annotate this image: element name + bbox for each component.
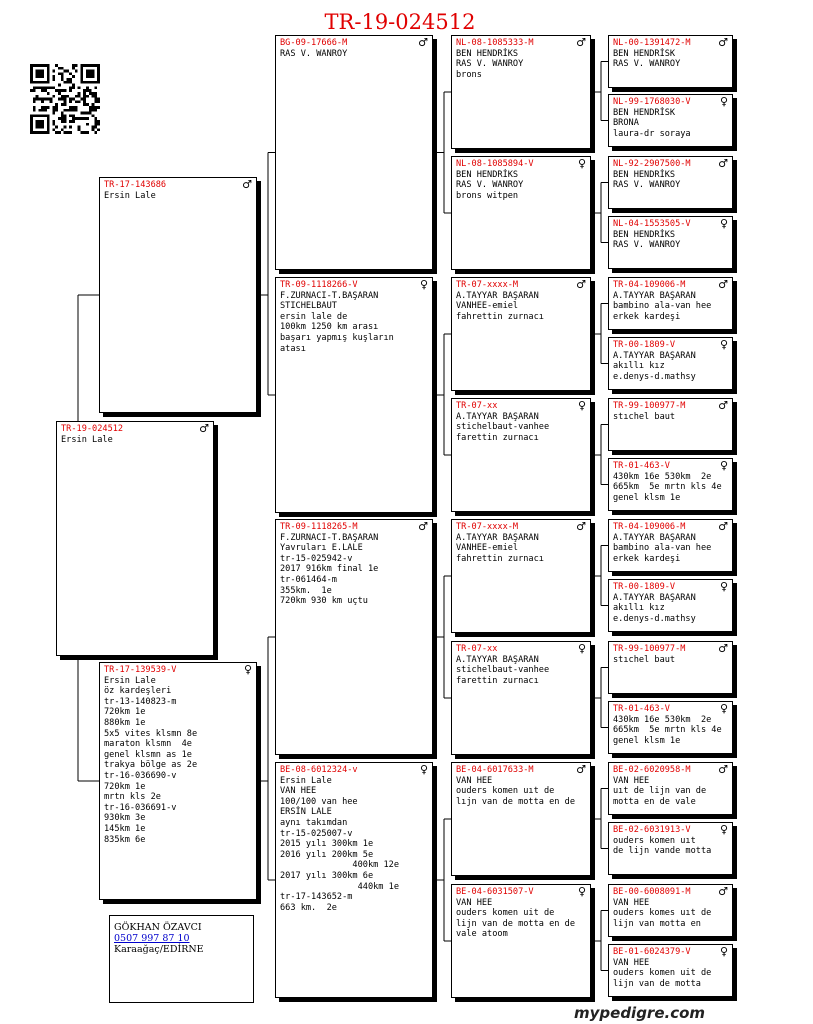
female-sex-icon: ♀: [719, 580, 728, 593]
male-sex-icon: ♂: [718, 642, 728, 655]
pedigree-card-b8[interactable]: [451, 156, 591, 270]
card-text-line: 665km 5e mrtn kls 4e: [613, 482, 722, 493]
card-text-line: 400km 12e: [280, 860, 399, 871]
card-text-line: BEN HENDRİKS: [613, 169, 676, 180]
card-text-line: farettin zurnacı: [456, 675, 539, 686]
pedigree-card-b1[interactable]: [99, 177, 257, 413]
card-text-line: tr-13-140823-m: [104, 696, 177, 707]
ring-number: NL-08-1085894-V: [456, 159, 534, 169]
card-text-line: ERSİN LALE: [280, 807, 332, 818]
pedigree-card-b25[interactable]: [608, 641, 733, 694]
card-text-line: 2017 yılı 300km 6e: [280, 870, 374, 881]
ring-number: TR-09-1118266-V: [280, 280, 358, 290]
card-text-line: A.TAYYAR BAŞARAN: [613, 592, 696, 603]
male-sex-icon: ♂: [718, 36, 728, 49]
ring-number: NL-00-1391472-M: [613, 38, 691, 48]
card-text-line: Ersin Lale: [104, 675, 156, 686]
pedigree-card-b22[interactable]: [608, 458, 733, 511]
ring-number: BE-08-6012324-v: [280, 765, 358, 775]
ring-number: TR-04-109006-M: [613, 280, 686, 290]
card-text-line: 5x5 vites klsmn 8e: [104, 728, 198, 739]
card-text-line: 835km 6e: [104, 834, 146, 845]
card-text-line: ouders komen uıt: [613, 835, 696, 846]
ring-number: NL-92-2907500-M: [613, 159, 691, 169]
card-text-line: BRONA: [613, 118, 639, 129]
card-text-line: lijn van de motta: [613, 978, 701, 989]
ring-number: NL-99-1768030-V: [613, 97, 691, 107]
card-text-line: genel klsm 1e: [613, 492, 681, 503]
ring-number: TR-07-xx: [456, 401, 498, 411]
card-text-line: VAN HEE: [613, 897, 650, 908]
card-text-line: stichelbaut-vanhee: [456, 422, 550, 433]
card-text-line: bambino ala-van hee: [613, 301, 712, 312]
card-text-line: 2015 yılı 300km 1e: [280, 839, 374, 850]
card-text-line: A.TAYYAR BAŞARAN: [456, 290, 539, 301]
ring-number: BE-02-6031913-V: [613, 825, 691, 835]
card-text-line: STICHELBAUT: [280, 301, 337, 312]
card-text-line: maraton klsmn 4e: [104, 739, 192, 750]
female-sex-icon: ♀: [719, 823, 728, 836]
card-text-line: uıt de lijn van de: [613, 786, 707, 797]
breeder-city: Karaağaç/EDİRNE: [114, 944, 204, 955]
card-text-line: vale atoom: [456, 929, 508, 940]
pedigree-card-b19[interactable]: [608, 277, 733, 330]
ring-number: TR-99-100977-M: [613, 401, 686, 411]
ring-number: TR-09-1118265-M: [280, 522, 358, 532]
card-text-line: 145km 1e: [104, 823, 146, 834]
card-text-line: akıllı kız: [613, 361, 665, 372]
pedigree-card-b28[interactable]: [608, 822, 733, 875]
card-text-line: ouders komes uıt de: [613, 908, 712, 919]
card-text-line: erkek kardeşi: [613, 553, 681, 564]
card-text-line: lıjn van de motta en de: [456, 796, 575, 807]
male-sex-icon: ♂: [718, 157, 728, 170]
pedigree-card-b26[interactable]: [608, 701, 733, 754]
pedigree-card-b2[interactable]: [99, 662, 257, 900]
card-text-line: VANHEE-emiel: [456, 301, 519, 312]
card-text-line: VAN HEE: [280, 786, 317, 797]
pedigree-card-b15[interactable]: [608, 35, 733, 88]
card-text-line: tr-061464-m: [280, 574, 337, 585]
card-text-line: aynı takımdan: [280, 817, 348, 828]
female-sex-icon: ♀: [577, 157, 586, 170]
card-text-line: A.TAYYAR BAŞARAN: [456, 411, 539, 422]
female-sex-icon: ♀: [577, 885, 586, 898]
male-sex-icon: ♂: [718, 399, 728, 412]
card-text-line: atası: [280, 343, 306, 354]
ring-number: TR-04-109006-M: [613, 522, 686, 532]
female-sex-icon: ♀: [419, 763, 428, 776]
card-text-line: trakya bölge as 2e: [104, 760, 198, 771]
female-sex-icon: ♀: [719, 338, 728, 351]
card-text-line: başarı yapmış kuşların: [280, 332, 394, 343]
pedigree-card-b18[interactable]: [608, 216, 733, 269]
card-text-line: brons witpen: [456, 190, 519, 201]
card-text-line: e.denys-d.mathsy: [613, 371, 696, 382]
card-text-line: 100km 1250 km arası: [280, 322, 379, 333]
card-text-line: tr-16-036691-v: [104, 802, 177, 813]
card-text-line: 2016 yılı 200km 5e: [280, 849, 374, 860]
card-text-line: farettin zurnacı: [456, 432, 539, 443]
ring-number: BG-09-17666-M: [280, 38, 348, 48]
ring-number: TR-19-024512: [61, 424, 124, 434]
card-text-line: akıllı kız: [613, 603, 665, 614]
ring-number: TR-01-463-V: [613, 461, 670, 471]
card-text-line: VAN HEE: [456, 775, 493, 786]
ring-number: BE-04-6017633-M: [456, 765, 534, 775]
male-sex-icon: ♂: [718, 278, 728, 291]
ring-number: TR-01-463-V: [613, 704, 670, 714]
card-text-line: mrtn kls 2e: [104, 792, 161, 803]
card-text-line: tr-16-036690-v: [104, 770, 177, 781]
card-text-line: BEN HENDRİKS: [456, 169, 519, 180]
male-sex-icon: ♂: [576, 36, 586, 49]
pedigree-card-b14[interactable]: [451, 884, 591, 998]
male-sex-icon: ♂: [418, 36, 428, 49]
card-text-line: Yavruları E.LALE: [280, 543, 363, 554]
card-text-line: VAN HEE: [613, 957, 650, 968]
card-text-line: 720km 1e: [104, 781, 146, 792]
female-sex-icon: ♀: [719, 95, 728, 108]
card-text-line: VAN HEE: [613, 775, 650, 786]
female-sex-icon: ♀: [719, 702, 728, 715]
male-sex-icon: ♂: [576, 520, 586, 533]
pedigree-card-b6[interactable]: [275, 762, 433, 998]
card-text-line: 2017 916km final 1e: [280, 564, 379, 575]
card-text-line: RAS V. WANROY: [613, 180, 681, 191]
card-text-line: fahrettin zurnacı: [456, 311, 544, 322]
pedigree-card-b0[interactable]: [56, 421, 214, 656]
pedigree-card-b9[interactable]: [451, 277, 591, 391]
ring-number: TR-99-100977-M: [613, 644, 686, 654]
ring-number: BE-04-6031507-V: [456, 887, 534, 897]
card-text-line: BEN HENDRİKS: [613, 229, 676, 240]
card-text-line: 930km 3e: [104, 813, 146, 824]
ring-number: BE-01-6024379-V: [613, 947, 691, 957]
card-text-line: e.denys-d.mathsy: [613, 613, 696, 624]
card-text-line: ouders komen uit de: [613, 968, 712, 979]
pedigree-card-b10[interactable]: [451, 398, 591, 512]
pedigree-card-b20[interactable]: [608, 337, 733, 390]
pedigree-card-b7[interactable]: [451, 35, 591, 149]
pedigree-title: TR-19-024512: [324, 10, 476, 34]
card-text-line: BEN HENDRİKS: [456, 48, 519, 59]
card-text-line: lijn van motta en: [613, 918, 701, 929]
female-sex-icon: ♀: [419, 278, 428, 291]
card-text-line: 440km 1e: [280, 881, 399, 892]
card-text-line: lijn van de motta en de: [456, 918, 575, 929]
card-text-line: stıchel baut: [613, 411, 676, 422]
card-text-line: ersin lale de: [280, 311, 348, 322]
card-text-line: genel klsmn as 1e: [104, 749, 192, 760]
card-text-line: A.TAYYAR BAŞARAN: [613, 532, 696, 543]
card-text-line: VAN HEE: [456, 897, 493, 908]
card-text-line: ouders komen uit de: [456, 908, 555, 919]
card-text-line: RAS V. WANROY: [613, 59, 681, 70]
pedigree-card-b13[interactable]: [451, 762, 591, 876]
card-text-line: stıchel baut: [613, 654, 676, 665]
card-text-line: RAS V. WANROY: [456, 180, 524, 191]
card-text-line: F.ZURNACI-T.BAŞARAN: [280, 290, 379, 301]
card-text-line: BEN HENDRİSK: [613, 48, 676, 59]
card-text-line: 100/100 van hee: [280, 796, 358, 807]
card-text-line: A.TAYYAR BAŞARAN: [456, 532, 539, 543]
card-text-line: 720km 1e: [104, 707, 146, 718]
card-text-line: VANHEE-emiel: [456, 543, 519, 554]
card-text-line: 880km 1e: [104, 717, 146, 728]
pedigree-card-b24[interactable]: [608, 579, 733, 632]
breeder-phone-link[interactable]: 0507 997 87 10: [114, 933, 190, 944]
card-text-line: tr-15-025942-v: [280, 553, 353, 564]
breeder-name: GÖKHAN ÖZAVCI: [114, 922, 202, 933]
ring-number: BE-02-6020958-M: [613, 765, 691, 775]
card-text-line: bambino ala-van hee: [613, 543, 712, 554]
card-text-line: Ersin Lale: [61, 434, 113, 445]
card-text-line: ouders komen uıt de: [456, 786, 555, 797]
male-sex-icon: ♂: [199, 422, 209, 435]
card-text-line: genel klsm 1e: [613, 735, 681, 746]
card-text-line: laura-dr soraya: [613, 128, 691, 139]
female-sex-icon: ♀: [719, 945, 728, 958]
card-text-line: tr-15-025007-v: [280, 828, 353, 839]
pedigree-card-b11[interactable]: [451, 519, 591, 633]
female-sex-icon: ♀: [243, 663, 252, 676]
card-text-line: Ersin Lale: [280, 775, 332, 786]
card-text-line: A.TAYYAR BAŞARAN: [456, 654, 539, 665]
male-sex-icon: ♂: [718, 763, 728, 776]
card-text-line: F.ZURNACI-T.BAŞARAN: [280, 532, 379, 543]
male-sex-icon: ♂: [418, 520, 428, 533]
pedigree-card-b12[interactable]: [451, 641, 591, 755]
ring-number: TR-17-139539-V: [104, 665, 177, 675]
ring-number: TR-17-143686: [104, 180, 167, 190]
pedigree-card-b5[interactable]: [275, 519, 433, 755]
ring-number: NL-08-1085333-M: [456, 38, 534, 48]
ring-number: TR-07-xx: [456, 644, 498, 654]
card-text-line: stichelbaut-vanhee: [456, 665, 550, 676]
card-text-line: brons: [456, 69, 482, 80]
ring-number: TR-00-1809-V: [613, 340, 676, 350]
card-text-line: motta en de vale: [613, 796, 696, 807]
card-text-line: 430km 16e 530km 2e: [613, 714, 712, 725]
breeder-contact-card: [109, 915, 254, 1003]
card-text-line: de lijn vande motta: [613, 846, 712, 857]
male-sex-icon: ♂: [242, 178, 252, 191]
pedigree-card-b4[interactable]: [275, 277, 433, 513]
card-text-line: A.TAYYAR BAŞARAN: [613, 350, 696, 361]
ring-number: TR-00-1809-V: [613, 582, 676, 592]
card-text-line: 663 km. 2e: [280, 902, 337, 913]
pedigree-card-b27[interactable]: [608, 762, 733, 815]
female-sex-icon: ♀: [577, 399, 586, 412]
card-text-line: BEN HENDRİSK: [613, 107, 676, 118]
male-sex-icon: ♂: [718, 885, 728, 898]
ring-number: NL-04-1553505-V: [613, 219, 691, 229]
pedigree-card-b21[interactable]: [608, 398, 733, 451]
card-text-line: 355km. 1e: [280, 585, 332, 596]
pedigree-card-b30[interactable]: [608, 944, 733, 997]
card-text-line: 430km 16e 530km 2e: [613, 471, 712, 482]
card-text-line: RAS V. WANROY: [613, 240, 681, 251]
brand-watermark: mypedigre.com: [574, 1004, 706, 1022]
card-text-line: Ersin Lale: [104, 190, 156, 201]
card-text-line: erkek kardeşi: [613, 311, 681, 322]
card-text-line: A.TAYYAR BAŞARAN: [613, 290, 696, 301]
male-sex-icon: ♂: [718, 520, 728, 533]
card-text-line: 665km 5e mrtn kls 4e: [613, 725, 722, 736]
ring-number: BE-00-6008091-M: [613, 887, 691, 897]
female-sex-icon: ♀: [719, 217, 728, 230]
card-text-line: 720km 930 km uçtu: [280, 596, 368, 607]
pedigree-card-b29[interactable]: [608, 884, 733, 937]
ring-number: TR-07-xxxx-M: [456, 280, 519, 290]
pedigree-card-b17[interactable]: [608, 156, 733, 209]
card-text-line: RAS V. WANROY: [456, 59, 524, 70]
male-sex-icon: ♂: [576, 763, 586, 776]
card-text-line: tr-17-143652-m: [280, 892, 353, 903]
male-sex-icon: ♂: [576, 278, 586, 291]
female-sex-icon: ♀: [577, 642, 586, 655]
card-text-line: fahrettin zurnacı: [456, 553, 544, 564]
pedigree-card-b16[interactable]: [608, 94, 733, 147]
card-text-line: öz kardeşleri: [104, 686, 172, 697]
ring-number: TR-07-xxxx-M: [456, 522, 519, 532]
pedigree-card-b3[interactable]: [275, 35, 433, 270]
pedigree-card-b23[interactable]: [608, 519, 733, 572]
card-text-line: RAS V. WANROY: [280, 48, 348, 59]
female-sex-icon: ♀: [719, 459, 728, 472]
